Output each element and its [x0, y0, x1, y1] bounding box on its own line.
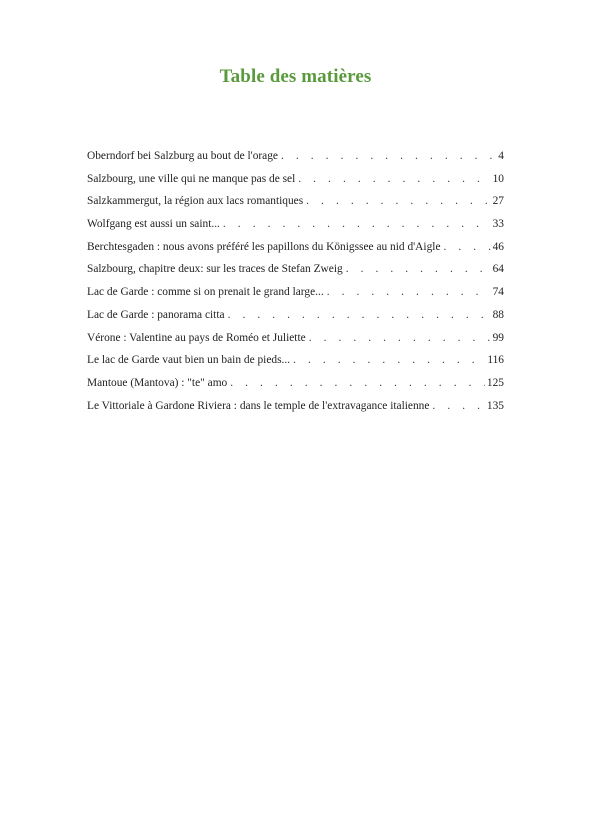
toc-dot-leader: [223, 213, 491, 236]
toc-entry-label: Lac de Garde : comme si on prenait le grand large...: [87, 286, 324, 299]
toc-entry-label: Le Vittoriale à Gardone Riviera : dans le temple de l'extravagance italienne: [87, 399, 430, 412]
toc-dot-leader: [298, 168, 490, 191]
toc-dot-leader: [281, 145, 496, 168]
toc-entry-label: Salzkammergut, la région aux lacs romantiques: [87, 195, 304, 208]
toc-entry-page: 74: [492, 286, 504, 299]
toc-entry-page: 46: [492, 240, 504, 253]
toc-entry-label: Lac de Garde : panorama citta: [87, 308, 225, 321]
toc-entry-page: 33: [492, 218, 504, 231]
toc-dot-leader: [309, 327, 491, 350]
toc-entry[interactable]: [87, 281, 504, 304]
toc-entry-label: Salzbourg, chapitre deux: sur les traces de Stefan Zweig: [87, 263, 343, 276]
toc-title: Table des matières: [219, 66, 372, 87]
toc-entry[interactable]: [87, 213, 504, 236]
toc-entry[interactable]: [87, 258, 504, 281]
toc-entry[interactable]: [87, 190, 504, 213]
toc-entry-page: 99: [492, 331, 504, 344]
toc-list: [87, 145, 504, 417]
toc-entry[interactable]: [87, 145, 504, 168]
toc-entry-label: Le lac de Garde vaut bien un bain de pieds...: [87, 354, 291, 367]
toc-entry[interactable]: [87, 236, 504, 259]
toc-dot-leader: [306, 190, 490, 213]
toc-entry-page: 125: [486, 376, 504, 389]
toc-dot-leader: [346, 258, 491, 281]
toc-dot-leader: [444, 236, 491, 259]
toc-entry-label: Wolfgang est aussi un saint...: [87, 218, 220, 231]
toc-dot-leader: [230, 372, 485, 395]
toc-entry[interactable]: [87, 395, 504, 418]
toc-entry-label: Mantoue (Mantova) : "te" amo: [87, 376, 228, 389]
toc-entry[interactable]: [87, 304, 504, 327]
toc-entry-label: Oberndorf bei Salzburg au bout de l'orage: [87, 150, 278, 162]
toc-entry-page: 135: [486, 399, 504, 412]
toc-entry-page: 27: [492, 195, 504, 208]
toc-dot-leader: [432, 395, 484, 418]
toc-entry-label: Berchtesgaden : nous avons préféré les papillons du Königssee au nid d'Aigle: [87, 240, 441, 253]
toc-entry[interactable]: [87, 372, 504, 395]
toc-dot-leader: [327, 281, 491, 304]
toc-entry-label: Salzbourg, une ville qui ne manque pas de sel: [87, 172, 296, 185]
toc-entry-page: 10: [492, 172, 504, 185]
toc-entry-label: Vérone : Valentine au pays de Roméo et Juliette: [87, 331, 306, 344]
toc-entry-page: 88: [492, 308, 504, 321]
toc-entry[interactable]: [87, 349, 504, 372]
toc-entry-page: 64: [492, 263, 504, 276]
toc-entry-page: 116: [487, 354, 504, 367]
toc-entry[interactable]: [87, 168, 504, 191]
toc-dot-leader: [228, 304, 491, 327]
toc-dot-leader: [293, 349, 485, 372]
toc-entry[interactable]: [87, 327, 504, 350]
toc-entry-page: 4: [498, 150, 504, 162]
